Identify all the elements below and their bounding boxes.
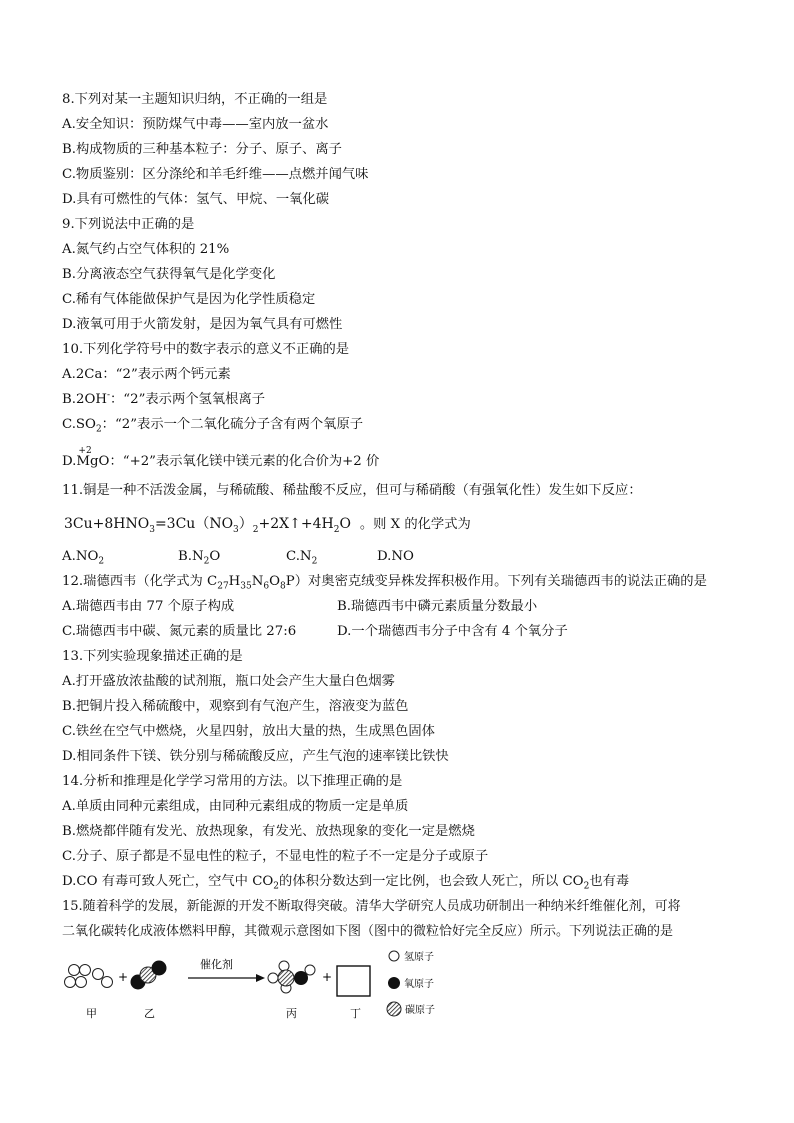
q13-stem: 13.下列实验现象描述正确的是 — [62, 649, 243, 664]
label-bing: 丙 — [286, 1007, 297, 1020]
q15-line1: 15.随着科学的发展，新能源的开发不断取得突破。清华大学研究人员成功研制出一种纳米纤维催化剂，可将 — [62, 899, 681, 914]
q10-option-b: B.2OH-：“2”表示两个氢氧根离子 — [62, 390, 266, 407]
legend-oxygen-label: 氧原子 — [404, 979, 434, 990]
q10-option-c: $C.SO_2$：“2”表示一个二氧化硫分子含有两个氧原子 — [62, 417, 364, 435]
q8-option-b: B.构成物质的三种基本粒子：分子、原子、离子 — [62, 142, 342, 157]
q11-option-b: $B.N_2O$ — [178, 549, 221, 567]
q8-option-a: A.安全知识：预防煤气中毒——室内放一盆水 — [62, 117, 329, 132]
q9-option-b: B.分离液态空气获得氧气是化学变化 — [62, 267, 276, 282]
q9-option-c: C.稀有气体能做保护气是因为化学性质稳定 — [62, 292, 316, 307]
label-ding: 丁 — [350, 1007, 361, 1020]
q11-stem: 11.铜是一种不活泼金属，与稀硫酸、稀盐酸不反应，但可与稀硝酸（有强氧化性）发生如下反应： — [62, 483, 642, 498]
q13-option-a: A.打开盛放浓盐酸的试剂瓶，瓶口处会产生大量白色烟雾 — [62, 674, 395, 689]
q11-option-c: $C.N_2$ — [286, 549, 318, 567]
label-jia: 甲 — [86, 1007, 97, 1020]
q13-option-c: C.铁丝在空气中燃烧，火星四射，放出大量的热，生成黑色固体 — [62, 724, 435, 739]
legend — [387, 950, 435, 1016]
plus-sign-1: + — [118, 970, 129, 984]
q9-stem: 9.下列说法中正确的是 — [62, 217, 195, 232]
reactant-yi-co2-molecule — [131, 961, 167, 990]
q14-option-a: A.单质由同种元素组成，由同种元素组成的物质一定是单质 — [62, 799, 409, 814]
legend-hydrogen-icon — [389, 951, 399, 961]
q9-option-d: D.液氧可用于火箭发射，是因为氧气具有可燃性 — [62, 317, 343, 332]
q15-line2: 二氧化碳转化成液体燃料甲醇，其微观示意图如下图（图中的微粒恰好完全反应）所示。下列说法正确的是 — [62, 924, 674, 939]
q14-option-d: D.CO 有毒可致人死亡，空气中 $CO_2$的体积分数达到一定比例，也会致人死亡，所以 $CO_2$也有毒 — [62, 874, 630, 892]
valence-mark: +2 — [78, 446, 92, 456]
q11-option-d: D.NO — [377, 549, 414, 564]
legend-carbon-label: 碳原子 — [405, 1005, 435, 1016]
catalyst-label: 催化剂 — [200, 958, 233, 971]
product-bing-methanol-molecule — [268, 961, 315, 993]
product-ding-box — [337, 966, 370, 996]
q8-option-c: C.物质鉴别：区分涤纶和羊毛纤维——点燃并闻气味 — [62, 167, 369, 182]
q9-option-a: A.氮气约占空气体积的 21% — [62, 242, 230, 257]
reaction-arrow — [188, 974, 265, 982]
label-yi: 乙 — [144, 1007, 155, 1020]
q12-option-c: C.瑞德西韦中碳、氮元素的质量比 27:6 — [62, 624, 297, 639]
q13-option-b: B.把铜片投入稀硫酸中，观察到有气泡产生，溶液变为蓝色 — [62, 699, 409, 714]
q11-equation: $3Cu+8HNO_3=3Cu(NO_3)_2+2X↑+4H_2O$ 。则 X 的化学式为 — [64, 516, 471, 535]
q14-option-c: C.分子、原子都是不显电性的粒子，不显电性的粒子不一定是分子或原子 — [62, 849, 489, 864]
q12-option-d: D.一个瑞德西韦分子中含有 4 个氧分子 — [337, 624, 568, 639]
reaction-micro-diagram — [60, 948, 580, 1028]
q11-option-a: $A.NO_2$ — [62, 549, 105, 567]
q10-stem: 10.下列化学符号中的数字表示的意义不正确的是 — [62, 342, 350, 357]
q8-option-d: D.具有可燃性的气体：氢气、甲烷、一氧化碳 — [62, 192, 330, 207]
q10-option-a: A.2Ca：“2”表示两个钙元素 — [62, 367, 231, 382]
legend-oxygen-icon — [388, 977, 400, 989]
q8-stem: 8.下列对某一主题知识归纳，不正确的一组是 — [62, 92, 328, 107]
q12-option-a: A.瑞德西韦由 77 个原子构成 — [62, 599, 235, 614]
plus-sign-2: + — [322, 970, 333, 984]
legend-hydrogen-label: 氢原子 — [404, 952, 434, 963]
reactant-jia-hydrogen-molecules — [65, 965, 113, 988]
q14-stem: 14.分析和推理是化学学习常用的方法。以下推理正确的是 — [62, 774, 403, 789]
q14-option-b: B.燃烧都伴随有发光、放热现象，有发光、放热现象的变化一定是燃烧 — [62, 824, 475, 839]
q12-stem: 12.瑞德西韦（化学式为 $C_{27}H_{35}N_6O_8P$）对奥密克绒变异株发挥积极作用。下列有关瑞德西韦的说法正确的是 — [62, 574, 707, 592]
q10-option-d: D. +2 MgO：“+2”表示氧化镁中镁元素的化合价为+2 价 — [62, 453, 379, 471]
legend-carbon-icon — [387, 1002, 401, 1016]
q12-option-b: B.瑞德西韦中磷元素质量分数最小 — [337, 599, 538, 614]
q13-option-d: D.相同条件下镁、铁分别与稀硫酸反应，产生气泡的速率镁比铁快 — [62, 749, 449, 764]
